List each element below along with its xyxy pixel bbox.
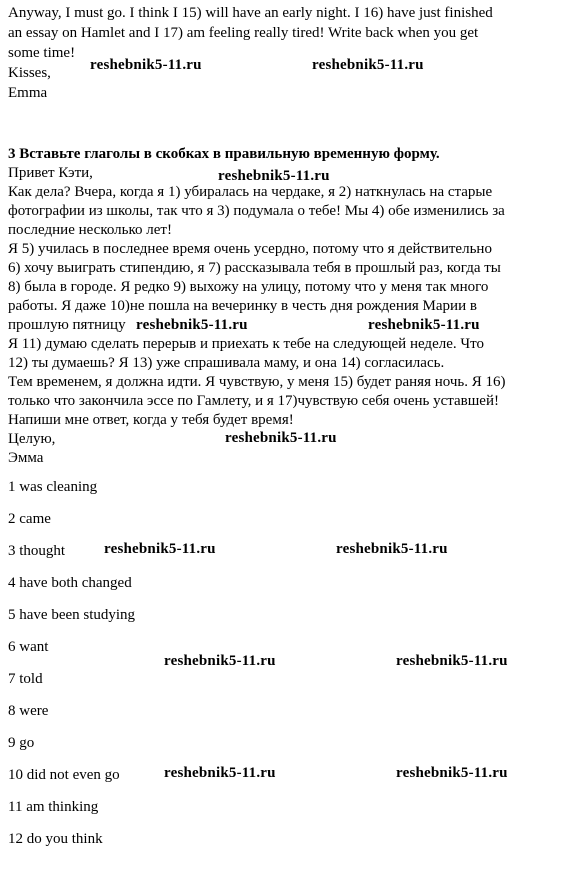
- answer-item: 10 did not even go: [8, 767, 120, 783]
- task-line: фотографии из школы, так что я 3) подумала о тебе! Мы 4) обе изменились за: [8, 203, 505, 219]
- answer-item: 9 go: [8, 735, 35, 751]
- task-line: прошлую пятницу: [8, 317, 126, 333]
- watermark: reshebnik5-11.ru: [312, 57, 424, 73]
- watermark: reshebnik5-11.ru: [396, 765, 508, 781]
- answer-item: 5 have been studying: [8, 607, 136, 623]
- task-heading: 3 Вставьте глаголы в скобках в правильную временную форму.: [8, 146, 440, 162]
- answer-item: 12 do you think: [8, 831, 103, 847]
- watermark: reshebnik5-11.ru: [368, 317, 480, 333]
- task-line: только что закончила эссе по Гамлету, и я 17)чувствую себя очень уставшей!: [8, 393, 499, 409]
- task-line: Я 11) думаю сделать перерыв и приехать к тебе на следующей неделе. Что: [8, 336, 484, 352]
- letter-en-line: Emma: [8, 85, 48, 101]
- watermark: reshebnik5-11.ru: [225, 430, 337, 446]
- watermark: reshebnik5-11.ru: [164, 653, 276, 669]
- watermark: reshebnik5-11.ru: [336, 541, 448, 557]
- answer-item: 8 were: [8, 703, 49, 719]
- task-line: Я 5) училась в последнее время очень усердно, потому что я действительно: [8, 241, 492, 257]
- answer-item: 4 have both changed: [8, 575, 132, 591]
- task-line: Привет Кэти,: [8, 165, 93, 181]
- letter-en-line: some time!: [8, 45, 76, 61]
- answer-item: 1 was cleaning: [8, 479, 98, 495]
- watermark: reshebnik5-11.ru: [136, 317, 248, 333]
- watermark: reshebnik5-11.ru: [164, 765, 276, 781]
- watermark: reshebnik5-11.ru: [396, 653, 508, 669]
- letter-en-line: Kisses,: [8, 65, 51, 81]
- task-line: 12) ты думаешь? Я 13) уже спрашивала маму, и она 14) согласилась.: [8, 355, 445, 371]
- answer-item: 7 told: [8, 671, 43, 687]
- watermark: reshebnik5-11.ru: [218, 168, 330, 184]
- watermark: reshebnik5-11.ru: [104, 541, 216, 557]
- answer-item: 6 want: [8, 639, 49, 655]
- task-line: 6) хочу выиграть стипендию, я 7) рассказывала тебя в прошлый раз, когда ты: [8, 260, 501, 276]
- task-line: Эмма: [8, 450, 44, 466]
- watermark: reshebnik5-11.ru: [90, 57, 202, 73]
- task-line: Тем временем, я должна идти. Я чувствую, у меня 15) будет раняя ночь. Я 16): [8, 374, 506, 390]
- task-line: 8) была в городе. Я редко 9) выхожу на улицу, потому что у меня так много: [8, 279, 489, 295]
- letter-en-line: Anyway, I must go. I think I 15) will have an early night. I 16) have just finished: [8, 5, 493, 21]
- answer-item: 2 came: [8, 511, 51, 527]
- answer-item: 3 thought: [8, 543, 66, 559]
- letter-en-line: an essay on Hamlet and I 17) am feeling really tired! Write back when you get: [8, 25, 479, 41]
- task-line: Напиши мне ответ, когда у тебя будет время!: [8, 412, 294, 428]
- answer-item: 11 am thinking: [8, 799, 99, 815]
- task-line: последние несколько лет!: [8, 222, 172, 238]
- task-line: Как дела? Вчера, когда я 1) убиралась на чердаке, я 2) наткнулась на старые: [8, 184, 493, 200]
- task-line: работы. Я даже 10)не пошла на вечеринку в честь дня рождения Марии в: [8, 298, 477, 314]
- task-line: Целую,: [8, 431, 56, 447]
